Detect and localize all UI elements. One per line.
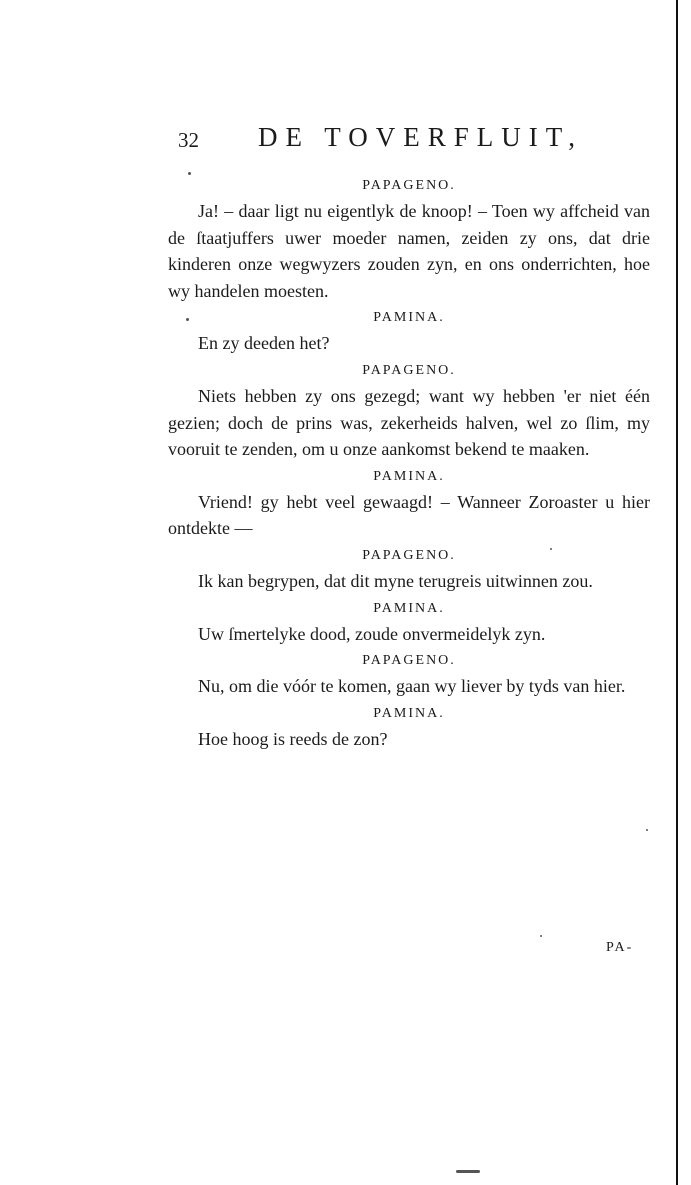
speech: Ja! – daar ligt nu eigentlyk de knoop! – Toen wy affcheid van de ſtaatjuffers uwer moeder namen, zeiden zy ons, dat drie kinderen onze wegwyzers zouden zyn, en ons onderrichten, hoe wy handelen moesten.	[168, 201, 650, 301]
print-speck	[188, 172, 191, 175]
speaker-name: PAMINA.	[373, 600, 445, 616]
speech: Hoe hoog is reeds de zon?	[198, 728, 388, 749]
speaker-name: PAMINA.	[373, 705, 445, 721]
page-edge	[676, 0, 691, 1185]
speaker-name: PAMINA.	[373, 468, 445, 484]
page-header	[178, 122, 598, 158]
catchword: PA-	[606, 940, 634, 955]
speaker-name: PAPAGENO.	[362, 547, 456, 563]
speech: Uw ſmertelyke dood, zoude onvermeidelyk zyn.	[198, 623, 546, 644]
speech: Niets hebben zy ons gezegd; want wy hebben 'er niet één gezien; doch de prins was, zekerheids halven, wel zo ſlim, my vooruit te zenden, om u onze aankomst bekend te maaken.	[168, 385, 650, 460]
print-speck	[456, 1170, 480, 1173]
speech: Nu, om die vóór te komen, gaan wy liever by tyds van hier.	[198, 676, 626, 697]
speaker-name: PAPAGENO.	[362, 653, 456, 669]
speaker-name: PAPAGENO.	[362, 362, 456, 378]
print-speck	[646, 829, 648, 831]
page-number: 32	[178, 128, 199, 152]
speech: En zy deeden het?	[198, 333, 330, 354]
running-title: DE TOVERFLUIT,	[258, 122, 583, 152]
speech: Ik kan begrypen, dat dit myne terugreis uitwinnen zou.	[198, 570, 593, 591]
speaker-name: PAMINA.	[373, 310, 445, 326]
print-speck	[550, 548, 552, 550]
speaker-name: PAPAGENO.	[362, 178, 456, 193]
print-speck	[186, 318, 189, 321]
print-speck	[540, 935, 542, 937]
dialogue-text	[168, 172, 650, 752]
speech: Vriend! gy hebt veel gewaagd! – Wanneer Zoroaster u hier ontdekte —	[168, 491, 650, 539]
